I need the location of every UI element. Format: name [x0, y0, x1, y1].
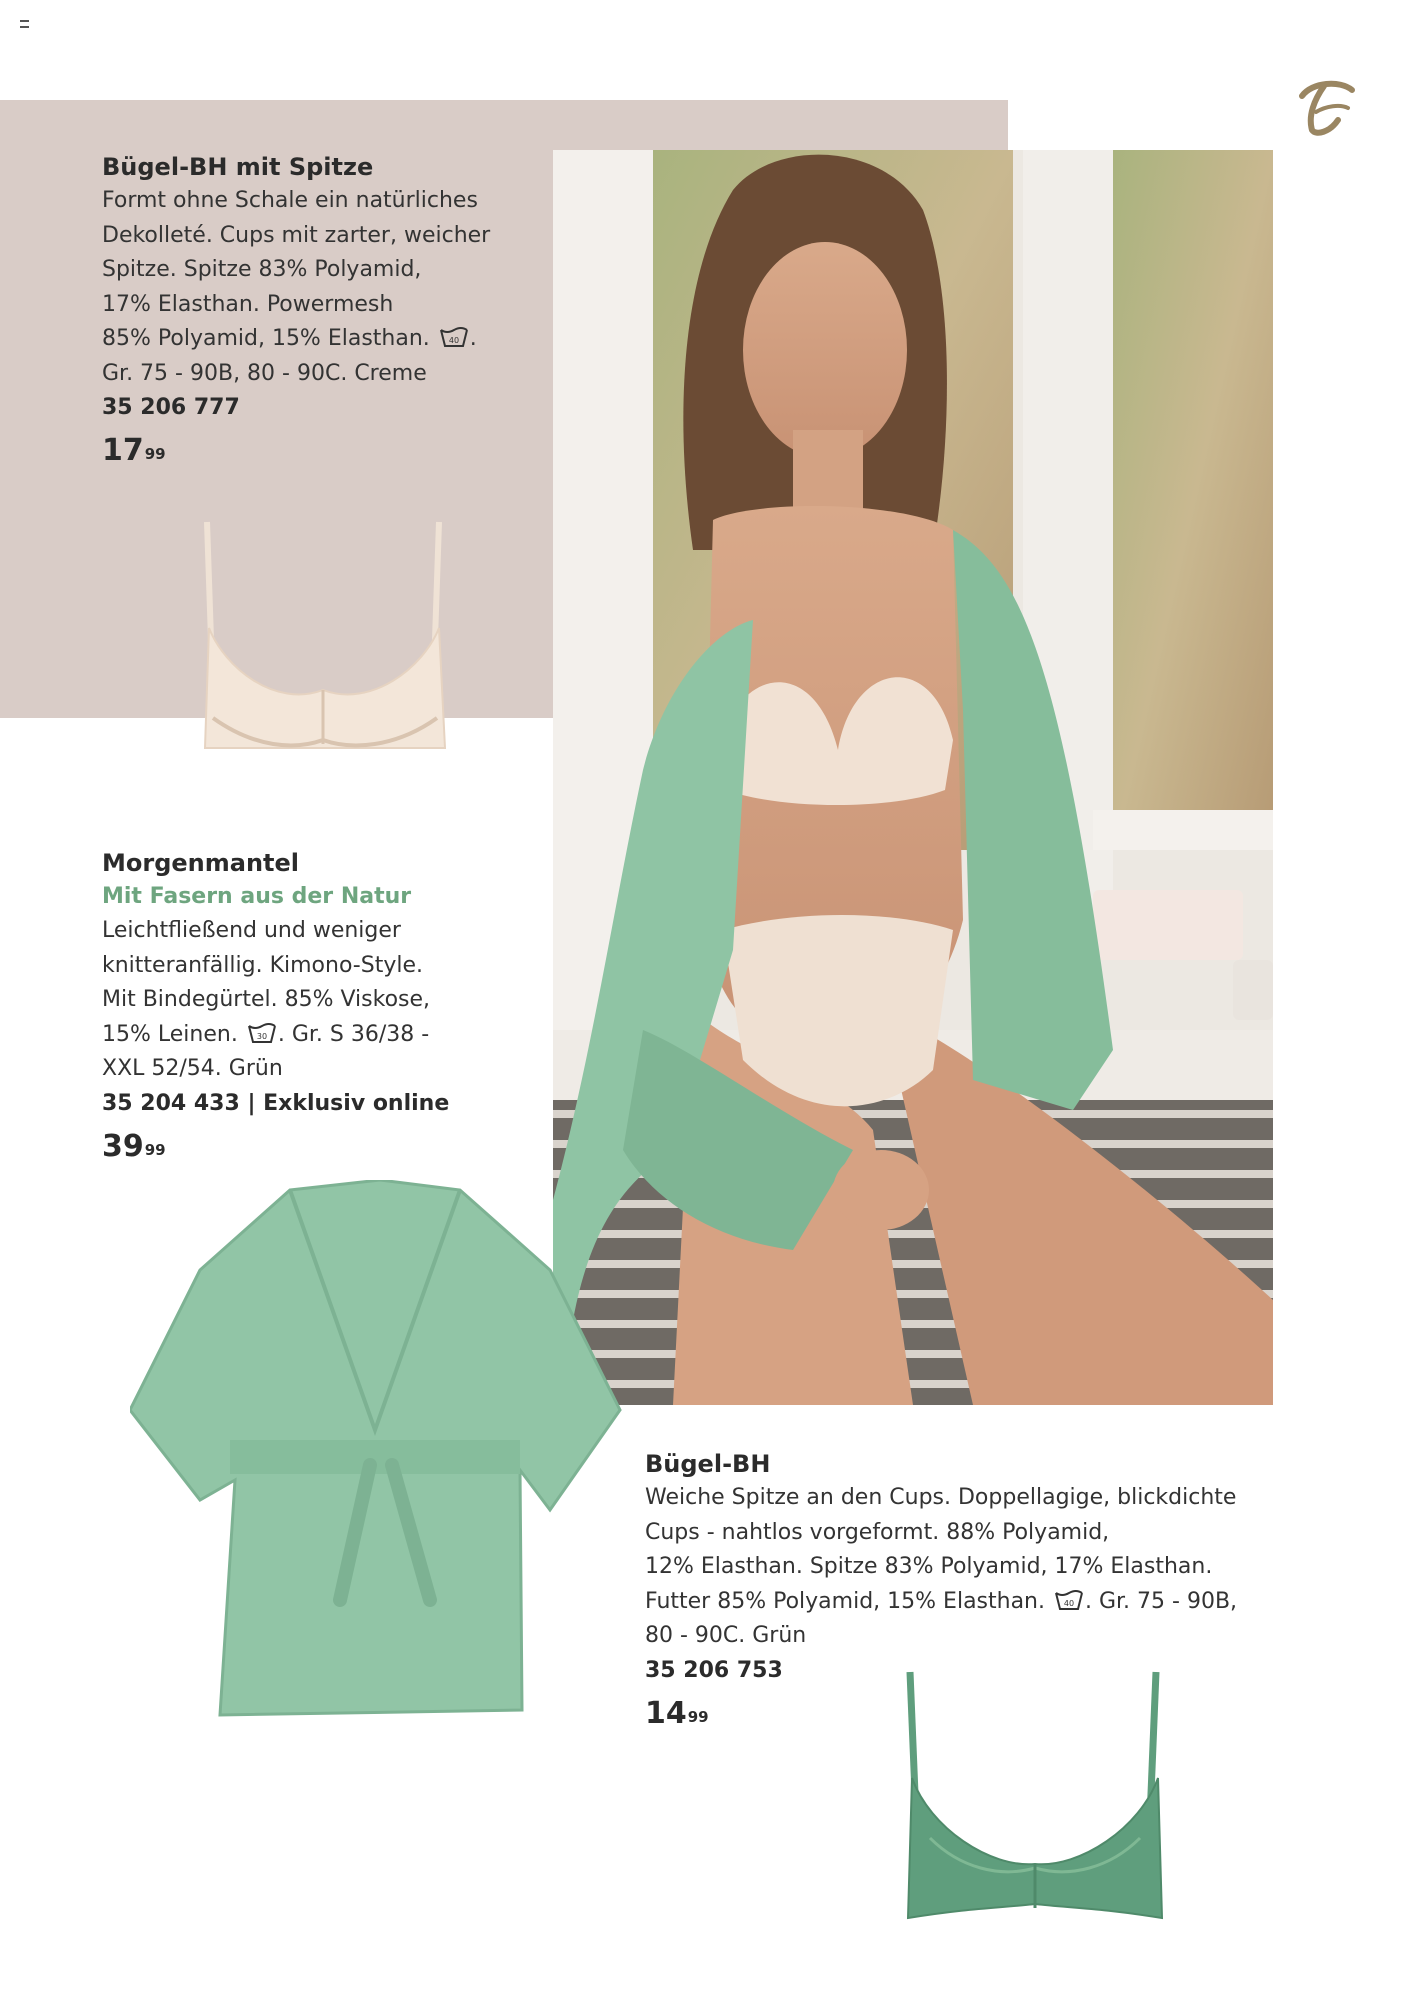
wash-40-icon: [1054, 1589, 1084, 1611]
product-2-material-text: 15% Leinen.: [102, 1021, 238, 1047]
menu-icon[interactable]: [20, 20, 29, 28]
product-3-desc-line-1: Weiche Spitze an den Cups. Doppellagige, blickdichte: [645, 1485, 1237, 1510]
product-3-material-text: Futter 85% Polyamid, 15% Elasthan.: [645, 1588, 1045, 1614]
product-3-title: Bügel-BH: [645, 1450, 771, 1478]
product-2-subtitle: Mit Fasern aus der Natur: [102, 884, 412, 909]
svg-text:30: 30: [256, 1031, 267, 1041]
cream-lace-bra-image: [195, 518, 455, 760]
product-1-desc-line-5: [102, 322, 490, 357]
product-1-care-suffix: .: [469, 326, 477, 351]
product-3-sizes-start: . Gr. 75 - 90B,: [1085, 1588, 1238, 1614]
model-photo: [553, 150, 1273, 1405]
product-2-article-number: 35 204 433 | Exklusiv online: [102, 1090, 450, 1116]
product-1-article-number: 35 206 777: [102, 395, 240, 420]
product-1-price: [102, 433, 490, 469]
product-2-price-cents: 99: [144, 1140, 166, 1159]
product-3-desc-line-4: [645, 1585, 1237, 1620]
product-1-sizes: Gr. 75 - 90B, 80 - 90C. Creme: [102, 360, 427, 386]
product-2-desc-line-3: Mit Bindegürtel. 85% Viskose,: [102, 987, 431, 1012]
product-3-article-number: 35 206 753: [645, 1657, 783, 1683]
product-1-title: Bügel-BH mit Spitze: [102, 153, 374, 181]
product-1-desc-line-4: 17% Elasthan. Powermesh: [102, 291, 394, 317]
product-3-price-cents: 99: [687, 1707, 709, 1726]
wash-40-icon: [439, 326, 469, 348]
green-kimono-robe-image: [130, 1180, 622, 1720]
product-3-desc-line-3: 12% Elasthan. Spitze 83% Polyamid, 17% Elasthan.: [645, 1554, 1213, 1579]
product-1-material-text: 85% Polyamid, 15% Elasthan.: [102, 326, 430, 351]
product-2-price-euros: 39: [102, 1128, 144, 1164]
product-3-price-euros: 14: [645, 1695, 687, 1731]
product-2-sizes-start: . Gr. S 36/38 -: [277, 1021, 430, 1047]
svg-text:40: 40: [1063, 1598, 1075, 1608]
product-1-desc-line-3: Spitze. Spitze 83% Polyamid,: [102, 257, 422, 282]
product-1-price-cents: 99: [144, 445, 166, 463]
svg-text:40: 40: [448, 336, 459, 345]
product-1-price-euros: 17: [102, 433, 144, 468]
product-1-desc-line-1: Formt ohne Schale ein natürliches: [102, 188, 478, 213]
product-3-desc-line-2: Cups - nahtlos vorgeformt. 88% Polyamid,: [645, 1519, 1110, 1545]
product-2-desc-line-1: Leichtfließend und weniger: [102, 918, 401, 943]
product-2-title: Morgenmantel: [102, 849, 300, 877]
product-1-desc-line-2: Dekolleté. Cups mit zarter, weicher: [102, 222, 491, 248]
wash-30-icon: [247, 1022, 277, 1044]
product-2-desc-line-2: knitteranfällig. Kimono-Style.: [102, 952, 423, 978]
product-3-sizes-color: 80 - 90C. Grün: [645, 1623, 807, 1648]
product-2-desc-line-4: [102, 1018, 449, 1053]
product-2-sizes-color: XXL 52/54. Grün: [102, 1056, 283, 1081]
tchibo-logo-icon: [1294, 76, 1358, 138]
product-2-price: [102, 1129, 449, 1165]
green-bra-image: [900, 1668, 1170, 1930]
